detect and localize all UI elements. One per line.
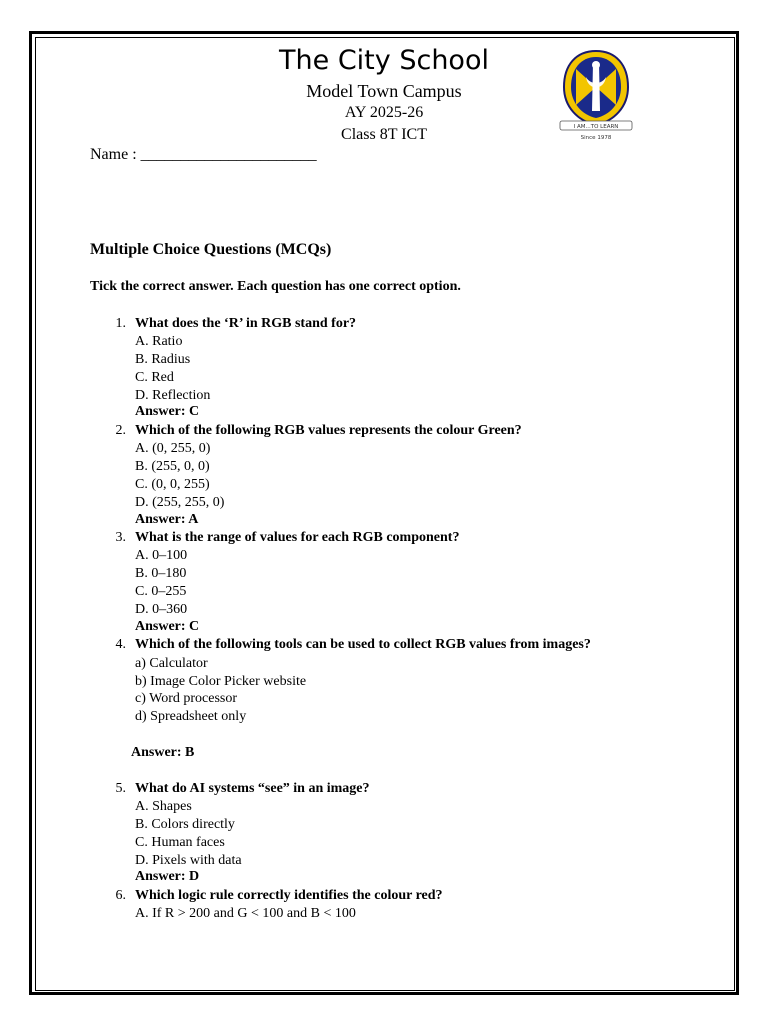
section-title: Multiple Choice Questions (MCQs) (90, 241, 332, 258)
answer-label: Answer: B (131, 745, 195, 760)
option-item: a) Calculator (135, 656, 208, 671)
option-item: A. (0, 255, 0) (135, 441, 211, 456)
answer-label: Answer: C (135, 404, 200, 419)
question-text: What do AI systems “see” in an image? (135, 781, 370, 796)
answer-label: Answer: D (135, 869, 200, 884)
option-item: C. Red (135, 370, 174, 385)
school-name: The City School (279, 45, 489, 76)
option-item: B. Colors directly (135, 817, 235, 832)
option-item: d) Spreadsheet only (135, 709, 247, 724)
question-number: 6. (115, 888, 126, 903)
option-item: C. (0, 0, 255) (135, 477, 210, 492)
option-item: D. Pixels with data (135, 853, 242, 868)
question-text: What is the range of values for each RGB component? (135, 530, 460, 545)
option-item: B. 0–180 (135, 566, 187, 581)
option-item: A. Ratio (135, 334, 183, 349)
option-item: B. Radius (135, 352, 191, 367)
option-item: B. (255, 0, 0) (135, 459, 210, 474)
option-item: D. 0–360 (135, 602, 188, 617)
option-item: C. 0–255 (135, 584, 187, 599)
option-item: b) Image Color Picker website (135, 674, 307, 689)
option-item: A. 0–100 (135, 548, 188, 563)
question-number: 1. (115, 316, 126, 331)
answer-label: Answer: A (135, 512, 199, 527)
question-text: Which of the following RGB values represents the colour Green? (135, 423, 522, 438)
instructions: Tick the correct answer. Each question has one correct option. (90, 279, 461, 294)
question-number: 4. (115, 637, 126, 652)
class-label: Class 8T ICT (341, 126, 427, 143)
name-field: Name : ______________________ (90, 146, 317, 163)
option-item: A. If R > 200 and G < 100 and B < 100 (135, 906, 356, 921)
question-number: 3. (115, 530, 126, 545)
question-number: 5. (115, 781, 126, 796)
option-item: D. (255, 255, 0) (135, 495, 225, 510)
option-item: c) Word processor (135, 691, 238, 706)
question-text: Which logic rule correctly identifies the colour red? (135, 888, 443, 903)
school-logo (556, 47, 636, 143)
logo-since: Since 1978 (580, 135, 612, 141)
option-item: D. Reflection (135, 388, 211, 403)
campus-name: Model Town Campus (306, 81, 462, 101)
option-item: A. Shapes (135, 799, 192, 814)
question-text: What does the ‘R’ in RGB stand for? (135, 316, 357, 331)
question-text: Which of the following tools can be used to collect RGB values from images? (135, 637, 591, 652)
question-number: 2. (115, 423, 126, 438)
answer-label: Answer: C (135, 619, 200, 634)
logo-motto: I AM...TO LEARN (573, 124, 619, 130)
academic-year: AY 2025-26 (344, 104, 424, 121)
option-item: C. Human faces (135, 835, 225, 850)
